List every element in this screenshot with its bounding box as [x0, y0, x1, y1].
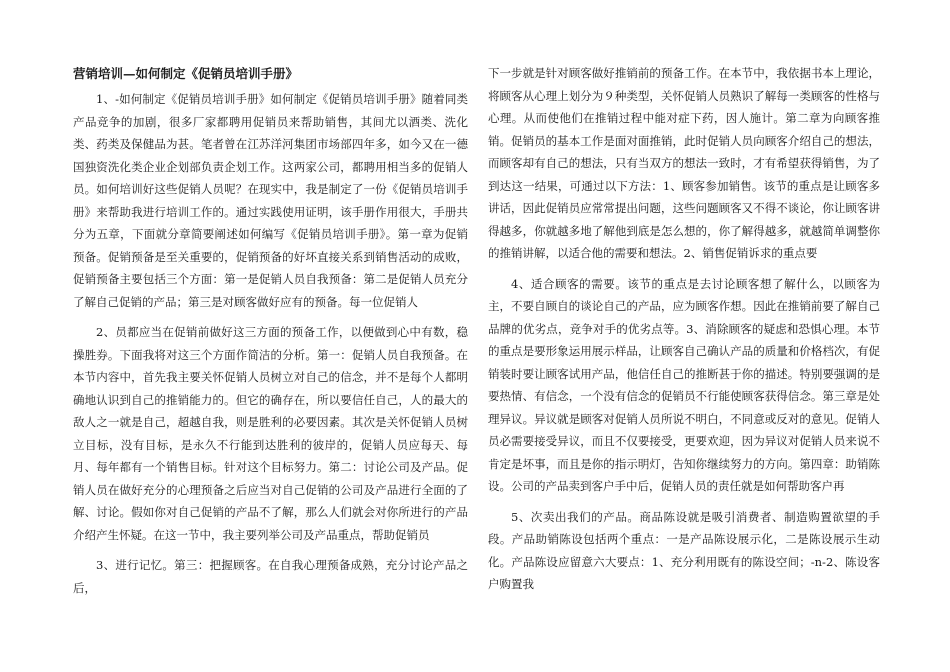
right-column: [488, 62, 880, 604]
left-column: [73, 62, 468, 607]
paragraph-2: 2、员都应当在促销前做好这三方面的预备工作，以便做到心中有数，稳操胜券。下面我将对这三个方面作简洁的分析。第一：促销人员自我预备。在本节内容中，首先我主要关怀促销人员树立对自己的信念，并不是每个人都明确地认识到自己的推销能力的。但它的确存在，所以要信任自己，人的最大的敌人之一就是自己，超越自我，则是胜利的必要因素。其次是关怀促销人员树立目标，没有目标，是永久不行能到达胜利的彼岸的，促销人员应每天、每月、每年都有一个销售目标。针对这个目标努力。第二：讨论公司及产品。促销人员在做好充分的心理预备之后应当对自己促销的公司及产品进行全面的了解、讨论。假如你对自己促销的产品不了解，那么人们就会对你所进行的产品介绍产生怀疑。在这一节中，我主要列举公司及产品重点，帮助促销员: [73, 325, 468, 542]
paragraph-3: 3、进行记忆。第三：把握顾客。在自我心理预备成熟，充分讨论产品之后，: [73, 558, 468, 595]
paragraph-4: 4、适合顾客的需要。该节的重点是去讨论顾客想了解什么，以顾客为主，不要自顾自的谈论自己的产品，应为顾客作想。因此在推销前要了解自己品牌的优劣点，竞争对手的优劣点等。3、消除顾客的疑虑和恐惧心理。本节的重点是要形象运用展示样品，让顾客自己确认产品的质量和价格档次，有促销装时要让顾客试用产品，他信任自己的推断甚于你的描述。特别要强调的是要热情、有信念，一个没有信念的促销员不行能使顾客获得信念。第三章是处理异议。异议就是顾客对促销人员所说不明白，不同意或反对的意见。促销人员必需要接受异议，而且不仅要接受，更要欢迎，因为异议对促销人员来说不肯定是坏事，而且是你的指示明灯，告知你继续努力的方向。第四章：助销陈设。公司的产品卖到客户手中后，促销人员的责任就是如何帮助客户再: [488, 276, 880, 493]
paragraph-5: 5、次卖出我们的产品。商品陈设就是吸引消费者、制造购置欲望的手段。产品助销陈设包括两个重点：一是产品陈设展示化，二是陈设展示生动化。产品陈设应留意六大要点：1、充分利用既有的陈设空间；-n-2、陈设客户购置我: [488, 509, 880, 591]
paragraph-1: 1、-如何制定《促销员培训手册》如何制定《促销员培训手册》随着同类产品竞争的加剧，很多厂家都聘用促销员来帮助销售，其间尤以酒类、洗化类、药类及保健品为甚。笔者曾在江苏洋河集团市场部四年多，如今又在一德国独资洗化类企业企划部负责企划工作。这两家公司，都聘用相当多的促销人员。如何培训好这些促销人员呢？在现实中，我是制定了一份《促销员培训手册》来帮助我进行培训工作的。通过实践使用证明，该手册作用很大，手册共分为五章，下面就分章简要阐述如何编写《促销员培训手册》。第一章为促销预备。促销预备是至关重要的，促销预备的好坏直接关系到销售活动的成败，促销预备主要包括三个方面：第一是促销人员自我预备：第二是促销人员充分了解自己促销的产品；第三是对顾客做好应有的预备。每一位促销人: [73, 92, 468, 309]
paragraph-3-continued: 下一步就是针对顾客做好推销前的预备工作。在本节中，我依据书本上理论，将顾客从心理上划分为９种类型，关怀促销人员熟识了解每一类顾客的性格与心理。从而使他们在推销过程中能对症下药，因人施计。第二章为向顾客推销。促销员的基本工作是面对面推销，此时促销人员向顾客介绍自己的想法，而顾客却有自己的想法，只有当双方的想法一致时，才有希望获得销售，为了到达这一结果，可通过以下方法：1、顾客参加销售。该节的重点是让顾客多讲话，因此促销员应常常提出问题，这些问题顾客又不得不谈论，你让顾客讲得越多，你就越多地了解他到底是怎么想的，你了解得越多，就越简单调整你的推销讲解，以适合他的需要和想法。2、销售促销诉求的重点要: [488, 66, 880, 260]
document-title: 营销培训—如何制定《促销员培训手册》: [73, 66, 299, 81]
